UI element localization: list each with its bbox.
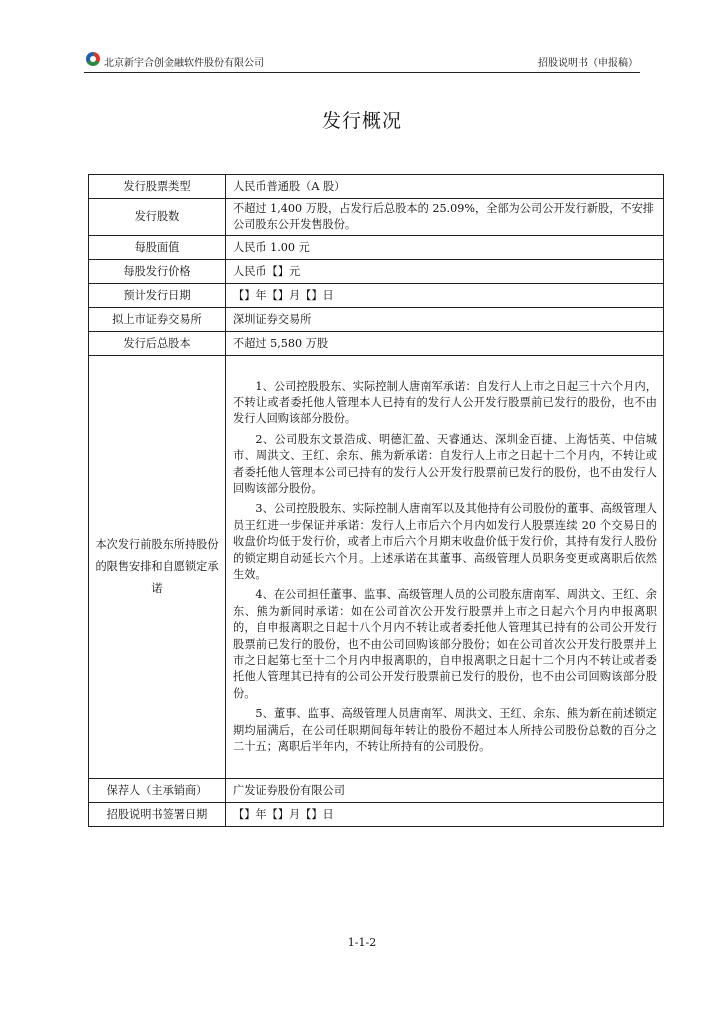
page-title: 发行概况 [321, 110, 402, 132]
header-document-type: 招股说明书（申报稿） [538, 58, 638, 69]
lockup-paragraph-5: 5、董事、监事、高级管理人员唐南军、周洪文、王红、余东、熊为新在前述锁定期均届满后，在公司任职期间每年转让的股份不超过本人所持公司股份总数的百分之二十五；离职后半年内，不转让所持有的公司股份。 [233, 707, 657, 754]
issuance-overview-table [88, 174, 664, 827]
table-row [89, 779, 664, 803]
company-logo-icon [86, 52, 100, 66]
total-shares-label: 发行后总股本 [89, 332, 226, 356]
issue-price-label: 每股发行价格 [89, 260, 226, 284]
par-value-value: 人民币 1.00 元 [226, 236, 664, 260]
exchange-label: 拟上市证券交易所 [89, 308, 226, 332]
table-row [89, 199, 664, 236]
shares-issued-label: 发行股数 [89, 199, 226, 236]
par-value-label: 每股面值 [89, 236, 226, 260]
header-company-name: 北京新宇合创金融软件股份有限公司 [104, 58, 264, 69]
issue-date-label: 预计发行日期 [89, 284, 226, 308]
sponsor-value: 广发证券股份有限公司 [226, 779, 664, 803]
lockup-paragraph-4: 4、在公司担任董事、监事、高级管理人员的公司股东唐南军、周洪文、王红、余东、熊为新同时承诺：如在公司首次公开发行股票并上市之日起六个月内申报离职的，自申报离职之日起十八个月内不转让或者委托他人管理其已持有的公司公开发行股票前已发行的股份，也不由公司回购该部分股份；如在公司首次公开发行股票并上市之日起第七至十二个月内申报离职的，自申报离职之日起十二个月内不转让或者委托他人管理其已持有的公司公开发行股票前已发行的股份，也不由公司回购该部分股份。 [233, 588, 657, 700]
stock-type-value: 人民币普通股（A 股） [226, 175, 664, 199]
stock-type-label: 发行股票类型 [89, 175, 226, 199]
shares-issued-value: 不超过 1,400 万股，占发行后总股本的 25.09%，全部为公司公开发行新股，不安排公司股东公开发售股份。 [226, 199, 664, 236]
table-row [89, 308, 664, 332]
issue-price-value: 人民币【】元 [226, 260, 664, 284]
table-row [89, 175, 664, 199]
table-row [89, 236, 664, 260]
table-row [89, 803, 664, 827]
lockup-paragraph-3: 3、公司控股股东、实际控制人唐南军以及其他持有公司股份的董事、高级管理人员王红进一步保证并承诺：发行人上市后六个月内如发行人股票连续 20 个交易日的收盘价均低于发行价，或者上市后六个月期末收盘价低于发行价，其持有发行人股份的锁定期自动延长六个月。上述承诺在其董事、高级管理人员职务变更或离职后依然生效。 [233, 502, 657, 581]
lockup-commitments [226, 356, 664, 779]
sponsor-label: 保荐人（主承销商） [89, 779, 226, 803]
exchange-value: 深圳证券交易所 [226, 308, 664, 332]
lockup-paragraph-1: 1、公司控股股东、实际控制人唐南军承诺：自发行人上市之日起三十六个月内，不转让或者委托他人管理本人已持有的发行人公开发行股票前已发行的股份，也不由发行人回购该部分股份。 [233, 379, 657, 426]
issue-date-value: 【】年【】月【】日 [226, 284, 664, 308]
table-row [89, 260, 664, 284]
lockup-paragraph-2: 2、公司股东文景浩成、明德汇盈、天睿通达、深圳金百捷、上海恬英、中信城市、周洪文、王红、余东、熊为新承诺：自发行人上市之日起十二个月内，不转让或者委托他人管理本公司已持有的发行人公开发行股票前已发行的股份，也不由发行人回购该部分股份。 [233, 432, 657, 495]
sign-date-value: 【】年【】月【】日 [226, 803, 664, 827]
lockup-label: 本次发行前股东所持股份的限售安排和自愿锁定承诺 [89, 356, 226, 779]
table-row [89, 332, 664, 356]
table-row [89, 356, 664, 779]
sign-date-label: 招股说明书签署日期 [89, 803, 226, 827]
total-shares-value: 不超过 5,580 万股 [226, 332, 664, 356]
page-number: 1-1-2 [347, 936, 377, 949]
page-header [84, 52, 640, 73]
table-row [89, 284, 664, 308]
